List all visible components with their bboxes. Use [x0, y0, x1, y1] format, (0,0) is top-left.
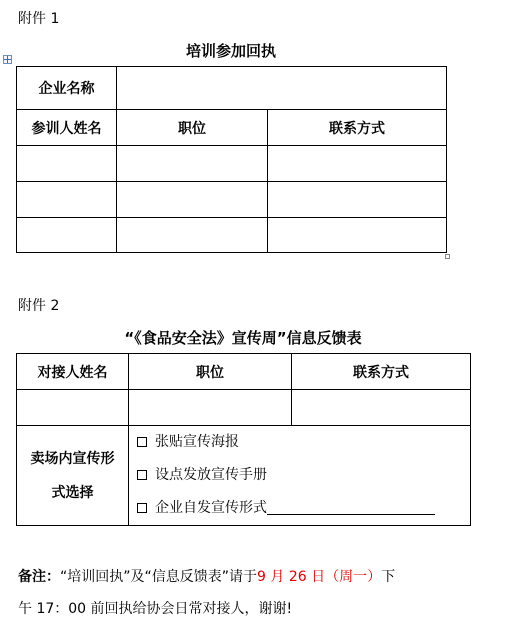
- table-cell[interactable]: [117, 182, 268, 218]
- company-name-cell[interactable]: [117, 67, 447, 110]
- header-contact: 联系方式: [292, 354, 471, 390]
- promotion-form-label-line2: 式选择: [51, 484, 94, 501]
- option-label: 企业自发宣传形式: [155, 500, 267, 516]
- table-cell[interactable]: [17, 146, 117, 182]
- checkbox-icon[interactable]: [137, 437, 147, 447]
- note: [18, 561, 498, 625]
- table-row: [17, 182, 447, 218]
- note-line1: [18, 561, 498, 593]
- table-resize-handle[interactable]: [445, 254, 450, 259]
- attachment1-title: 培训参加回执: [185, 42, 276, 60]
- note-prefix: 备注：: [18, 569, 60, 585]
- attachment2-title: “《食品安全法》宣传周”信息反馈表: [124, 329, 362, 347]
- training-receipt-table: [16, 66, 447, 253]
- note-line2: 午 17：00 前回执给协会日常对接人，谢谢!: [18, 601, 293, 617]
- attachment1-label: 附件 1: [18, 11, 60, 27]
- header-position: 职位: [129, 354, 292, 390]
- table-cell[interactable]: [268, 218, 447, 253]
- table-cell[interactable]: [129, 390, 292, 426]
- table-cell[interactable]: [292, 390, 471, 426]
- checkbox-icon[interactable]: [137, 470, 147, 480]
- table-row: [17, 390, 471, 426]
- table-cell[interactable]: [117, 146, 268, 182]
- option-poster[interactable]: [137, 426, 470, 459]
- table-cell[interactable]: [268, 182, 447, 218]
- table-cell[interactable]: [17, 182, 117, 218]
- option-label: 设点发放宣传手册: [155, 467, 267, 483]
- table-row: [17, 146, 447, 182]
- promotion-form-label-line1: 卖场内宣传形: [30, 450, 115, 467]
- note-deadline: 9 月 26 日（周一）: [257, 569, 382, 585]
- note-text-a: “培训回执”及“信息反馈表”请于: [60, 569, 258, 585]
- header-contact: 联系方式: [268, 110, 447, 146]
- table-cell[interactable]: [17, 390, 129, 426]
- table-move-handle-icon[interactable]: [3, 55, 12, 64]
- attachment2-label: 附件 2: [18, 298, 60, 314]
- header-contact-person: 对接人姓名: [17, 354, 129, 390]
- feedback-table: [16, 353, 471, 526]
- table-cell[interactable]: [17, 218, 117, 253]
- table-cell[interactable]: [268, 146, 447, 182]
- option-self-promotion[interactable]: [137, 492, 470, 525]
- option-label: 张贴宣传海报: [155, 434, 239, 450]
- promotion-form-label: [17, 426, 129, 526]
- table-row: [17, 218, 447, 253]
- header-position: 职位: [117, 110, 268, 146]
- promotion-options-cell: [129, 426, 471, 526]
- note-text-b: 下: [381, 569, 396, 585]
- header-participant-name: 参训人姓名: [17, 110, 117, 146]
- option-handbook[interactable]: [137, 459, 470, 492]
- fill-in-line[interactable]: [267, 500, 435, 515]
- checkbox-icon[interactable]: [137, 503, 147, 513]
- company-name-label: 企业名称: [17, 67, 117, 110]
- table-cell[interactable]: [117, 218, 268, 253]
